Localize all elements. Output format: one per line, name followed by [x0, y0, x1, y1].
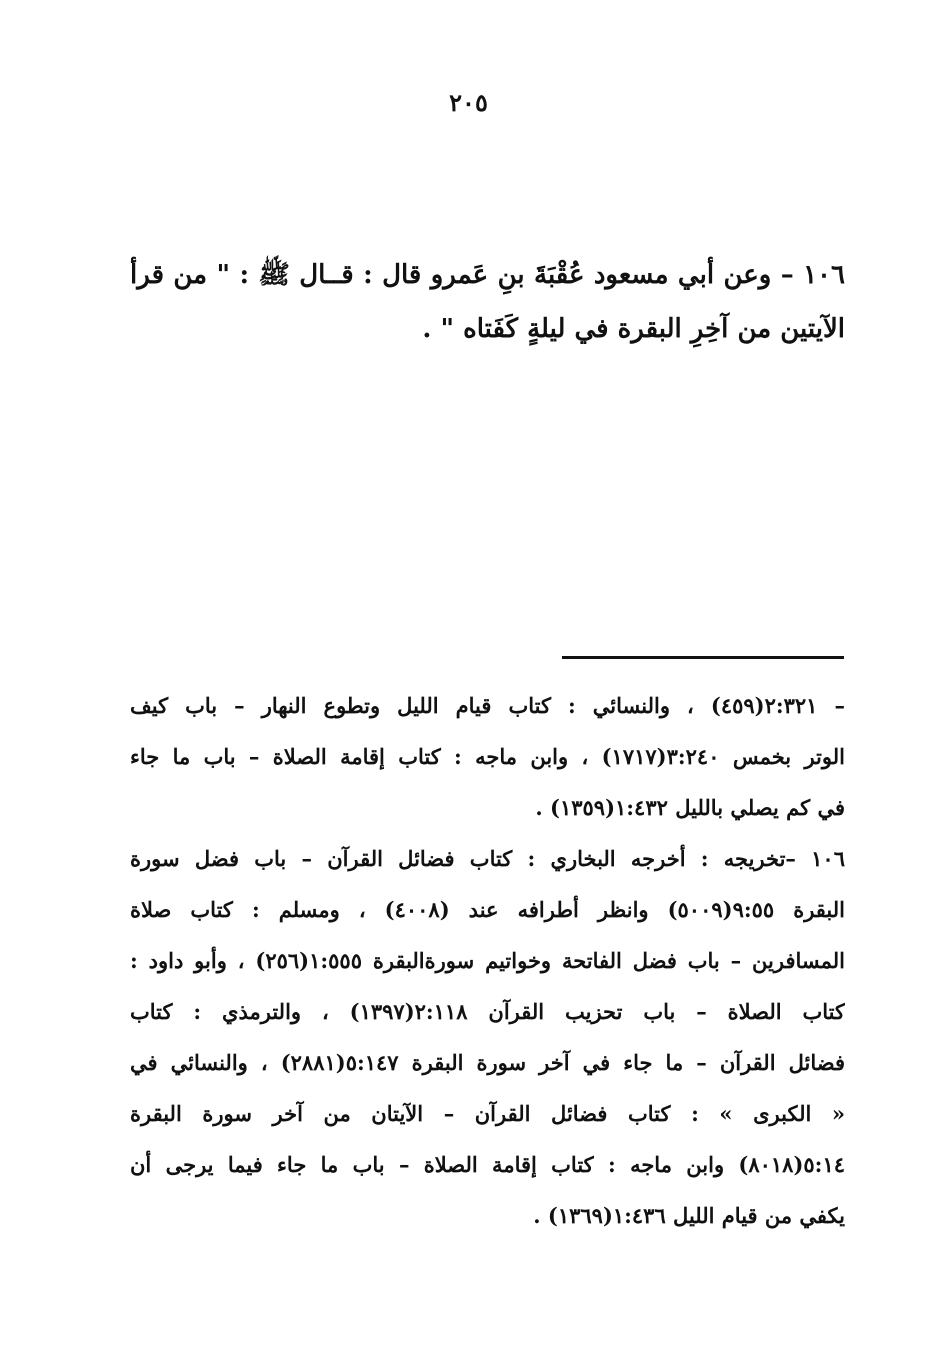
footnote-continuation	[130, 680, 845, 833]
footnote-takhrij	[130, 833, 845, 1241]
footnote-line: الوتر بخمس ٣:٢٤٠(١٧١٧) ، وابن ماجه : كتاب إقامة الصلاة – باب ما جاء	[130, 744, 845, 769]
footnote-line: المسافرين – باب فضل الفاتحة وخواتيم سورةالبقرة ١:٥٥٥(٢٥٦) ، وأبو داود :	[130, 948, 845, 973]
footnotes	[130, 680, 845, 1241]
footnote-line: في كم يصلي بالليل ١:٤٣٢(١٣٥٩) .	[535, 795, 845, 820]
footnote-line: – ٢:٣٢١(٤٥٩) ، والنسائي : كتاب قيام الليل وتطوع النهار – باب كيف	[130, 693, 845, 718]
footnote-line: « الكبرى » : كتاب فضائل القرآن – الآيتان من آخر سورة البقرة	[130, 1101, 845, 1126]
footnote-line: البقرة ٩:٥٥(٥٠٠٩) وانظر أطرافه عند (٤٠٠٨) ، ومسلم : كتاب صلاة	[130, 897, 845, 922]
footnote-line: يكفي من قيام الليل ١:٤٣٦(١٣٦٩) .	[533, 1203, 845, 1228]
page-number: ٢٠٥	[449, 88, 488, 117]
footnote-separator	[562, 656, 844, 659]
footnote-line: ١٠٦ –تخريجه : أخرجه البخاري : كتاب فضائل القرآن – باب فضل سورة	[130, 846, 845, 871]
footnote-line: كتاب الصلاة – باب تحزيب القرآن ٢:١١٨(١٣٩٧) ، والترمذي : كتاب	[130, 999, 845, 1024]
footnote-line: ٥:١٤(٨٠١٨) وابن ماجه : كتاب إقامة الصلاة – باب ما جاء فيما يرجى أن	[130, 1152, 845, 1177]
footnote-line: فضائل القرآن – ما جاء في آخر سورة البقرة ٥:١٤٧(٢٨٨١) ، والنسائي في	[130, 1050, 845, 1075]
hadith-text: ١٠٦ – وعن أبي مسعود عُقْبَةَ بنِ عَمرو قال : قــال ﷺ : " من قرأ الآيتين من آخِرِ البقرة في ليلةٍ كَفَتاه " .	[130, 260, 845, 344]
